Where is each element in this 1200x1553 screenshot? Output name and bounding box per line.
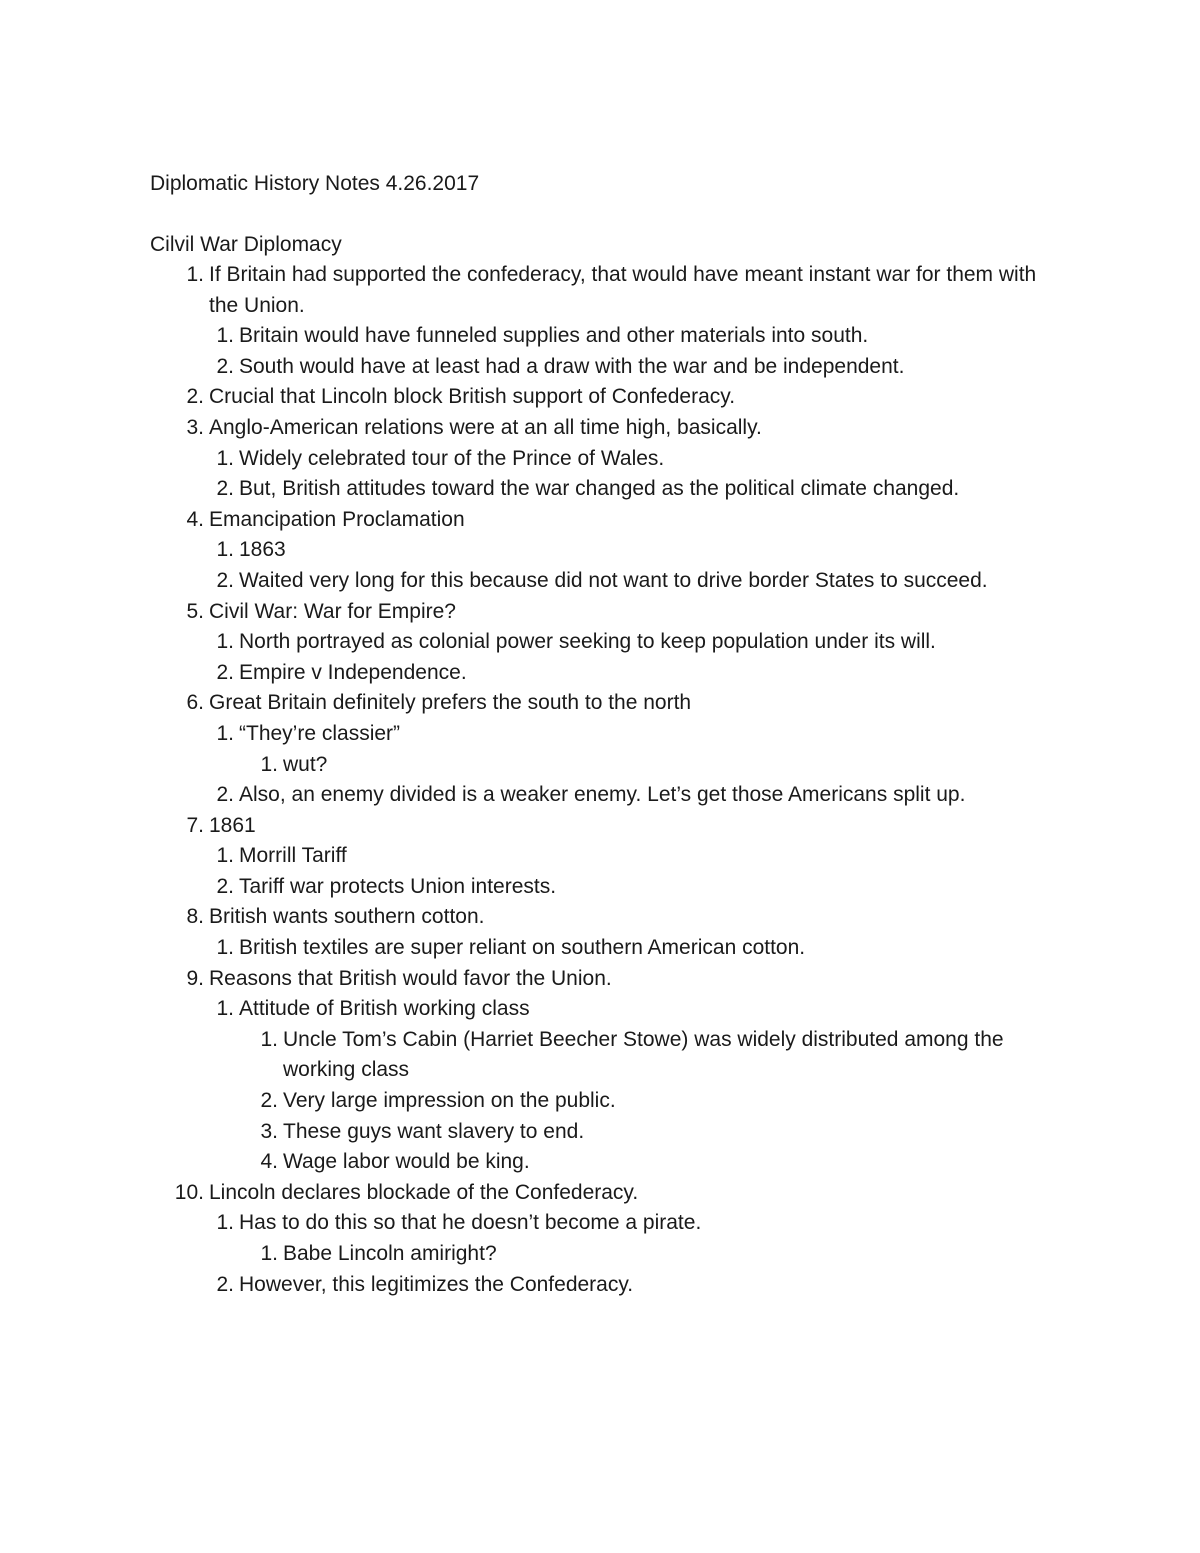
outline-item-level-1 — [0, 811, 1200, 842]
outline-item-level-1 — [0, 413, 1200, 444]
outline-item-level-2 — [0, 872, 1200, 903]
outline-item-number: 2. — [216, 354, 234, 378]
outline-item-level-3 — [0, 1239, 1200, 1270]
outline-item-level-2 — [0, 841, 1200, 872]
outline-item-level-3 — [0, 750, 1200, 781]
outline-item-level-2 — [0, 719, 1200, 750]
outline-item-number: 2. — [216, 874, 234, 898]
outline-item-text: Great Britain definitely prefers the south to the north — [209, 691, 692, 715]
document-title: Diplomatic History Notes 4.26.2017 — [150, 172, 480, 195]
outline-item-level-1 — [0, 505, 1200, 536]
outline-item-text: Attitude of British working class — [239, 997, 530, 1021]
outline-item-number: 1. — [216, 630, 234, 654]
outline-item-number: 1. — [260, 1027, 278, 1051]
outline-item-level-3 — [0, 1025, 1200, 1086]
outline-item-text: Anglo-American relations were at an all time high, basically. — [209, 415, 762, 439]
outline-item-level-1 — [0, 597, 1200, 628]
outline-item-text: North portrayed as colonial power seeking to keep population under its will. — [239, 630, 936, 654]
outline-item-text: Crucial that Lincoln block British support of Confederacy. — [209, 385, 736, 409]
outline-item-level-2 — [0, 566, 1200, 597]
outline-item-number: 2. — [216, 1272, 234, 1296]
outline-item-text: British wants southern cotton. — [209, 905, 485, 929]
outline-item-level-2 — [0, 994, 1200, 1025]
outline-item-text: Babe Lincoln amiright? — [283, 1242, 497, 1265]
outline-item-level-2 — [0, 1270, 1200, 1301]
outline-item-level-3 — [0, 1117, 1200, 1148]
outline-item-level-2 — [0, 535, 1200, 566]
outline-item-level-2 — [0, 1208, 1200, 1239]
outline-item-number: 6. — [186, 691, 204, 715]
outline-item-text: wut? — [283, 752, 328, 776]
outline-item-text: However, this legitimizes the Confederacy. — [239, 1272, 634, 1296]
outline-item-text: Tariff war protects Union interests. — [239, 874, 557, 898]
outline-item-text: 1861 — [209, 813, 256, 837]
outline-item-number: 1. — [186, 263, 204, 286]
outline-item-number: 3. — [260, 1119, 278, 1143]
outline-item-text: Emancipation Proclamation — [209, 507, 465, 531]
outline-item-number: 2. — [216, 660, 234, 684]
outline-item-text: Empire v Independence. — [239, 660, 467, 684]
outline-item-number: 2. — [216, 477, 234, 501]
outline-item-level-2 — [0, 352, 1200, 383]
outline-item-text: Reasons that British would favor the Union. — [209, 966, 612, 990]
outline-item-number: 1. — [216, 446, 234, 470]
outline-item-number: 1. — [216, 936, 234, 960]
outline-item-level-2 — [0, 780, 1200, 811]
outline-item-number: 1. — [216, 324, 234, 348]
outline-item-number: 7. — [186, 813, 204, 837]
outline-item-text: Very large impression on the public. — [283, 1089, 616, 1113]
outline-item-text: Also, an enemy divided is a weaker enemy. Let’s get those Americans split up. — [239, 783, 966, 807]
outline-item-number: 4. — [260, 1150, 278, 1174]
outline-item-number: 2. — [216, 783, 234, 807]
outline-item-level-1 — [0, 1178, 1200, 1209]
outline-item-text: “They’re classier” — [239, 721, 401, 745]
outline-item-text: If Britain had supported the confederacy, that would have meant instant war for them with the Union. — [209, 263, 1037, 317]
outline-item-text: Britain would have funneled supplies and other materials into south. — [239, 324, 869, 348]
outline-item-level-1 — [0, 964, 1200, 995]
outline-item-number: 1. — [216, 721, 234, 745]
outline-item-text: Has to do this so that he doesn’t become a pirate. — [239, 1211, 702, 1235]
outline-item-text: Waited very long for this because did not want to drive border States to succeed. — [239, 568, 988, 592]
outline-item-number: 4. — [186, 507, 204, 531]
outline-item-level-3 — [0, 1147, 1200, 1178]
outline-item-text: Uncle Tom’s Cabin (Harriet Beecher Stowe) was widely distributed among the working class — [283, 1027, 1004, 1082]
outline-item-number: 2. — [216, 568, 234, 592]
outline-item-number: 1. — [216, 538, 234, 562]
outline-item-text: Widely celebrated tour of the Prince of Wales. — [239, 446, 665, 470]
outline-item-text: British textiles are super reliant on southern American cotton. — [239, 936, 806, 960]
outline-item-level-2 — [0, 444, 1200, 475]
outline-item-level-2 — [0, 627, 1200, 658]
outline-item-text: South would have at least had a draw with the war and be independent. — [239, 354, 905, 378]
outline-item-level-3 — [0, 1086, 1200, 1117]
outline-item-number: 10. — [174, 1180, 204, 1204]
outline-item-number: 1. — [260, 1242, 278, 1265]
outline-item-text: Civil War: War for Empire? — [209, 599, 456, 623]
outline-item-number: 8. — [186, 905, 204, 929]
outline-item-text: Wage labor would be king. — [283, 1150, 530, 1174]
outline-item-level-2 — [0, 658, 1200, 689]
outline-item-text: These guys want slavery to end. — [283, 1119, 585, 1143]
outline-item-number: 3. — [186, 415, 204, 439]
outline-item-level-1 — [0, 688, 1200, 719]
section-heading: Cilvil War Diplomacy — [150, 233, 342, 256]
outline-item-level-2 — [0, 474, 1200, 505]
outline-item-number: 1. — [216, 844, 234, 868]
outline-item-number: 1. — [260, 752, 278, 776]
outline-item-text: Morrill Tariff — [239, 844, 347, 868]
outline-item-level-2 — [0, 321, 1200, 352]
outline-list — [0, 260, 1200, 1300]
outline-item-number: 1. — [216, 1211, 234, 1235]
outline-item-number: 1. — [216, 997, 234, 1021]
outline-item-level-1 — [0, 902, 1200, 933]
outline-item-number: 9. — [186, 966, 204, 990]
outline-item-text: 1863 — [239, 538, 286, 562]
outline-item-text: Lincoln declares blockade of the Confederacy. — [209, 1180, 639, 1204]
outline-item-level-2 — [0, 933, 1200, 964]
outline-item-level-1 — [0, 382, 1200, 413]
outline-item-number: 5. — [186, 599, 204, 623]
outline-item-level-1 — [0, 260, 1200, 321]
outline-item-number: 2. — [260, 1089, 278, 1113]
outline-item-text: But, British attitudes toward the war changed as the political climate changed. — [239, 477, 960, 501]
outline-item-number: 2. — [186, 385, 204, 409]
